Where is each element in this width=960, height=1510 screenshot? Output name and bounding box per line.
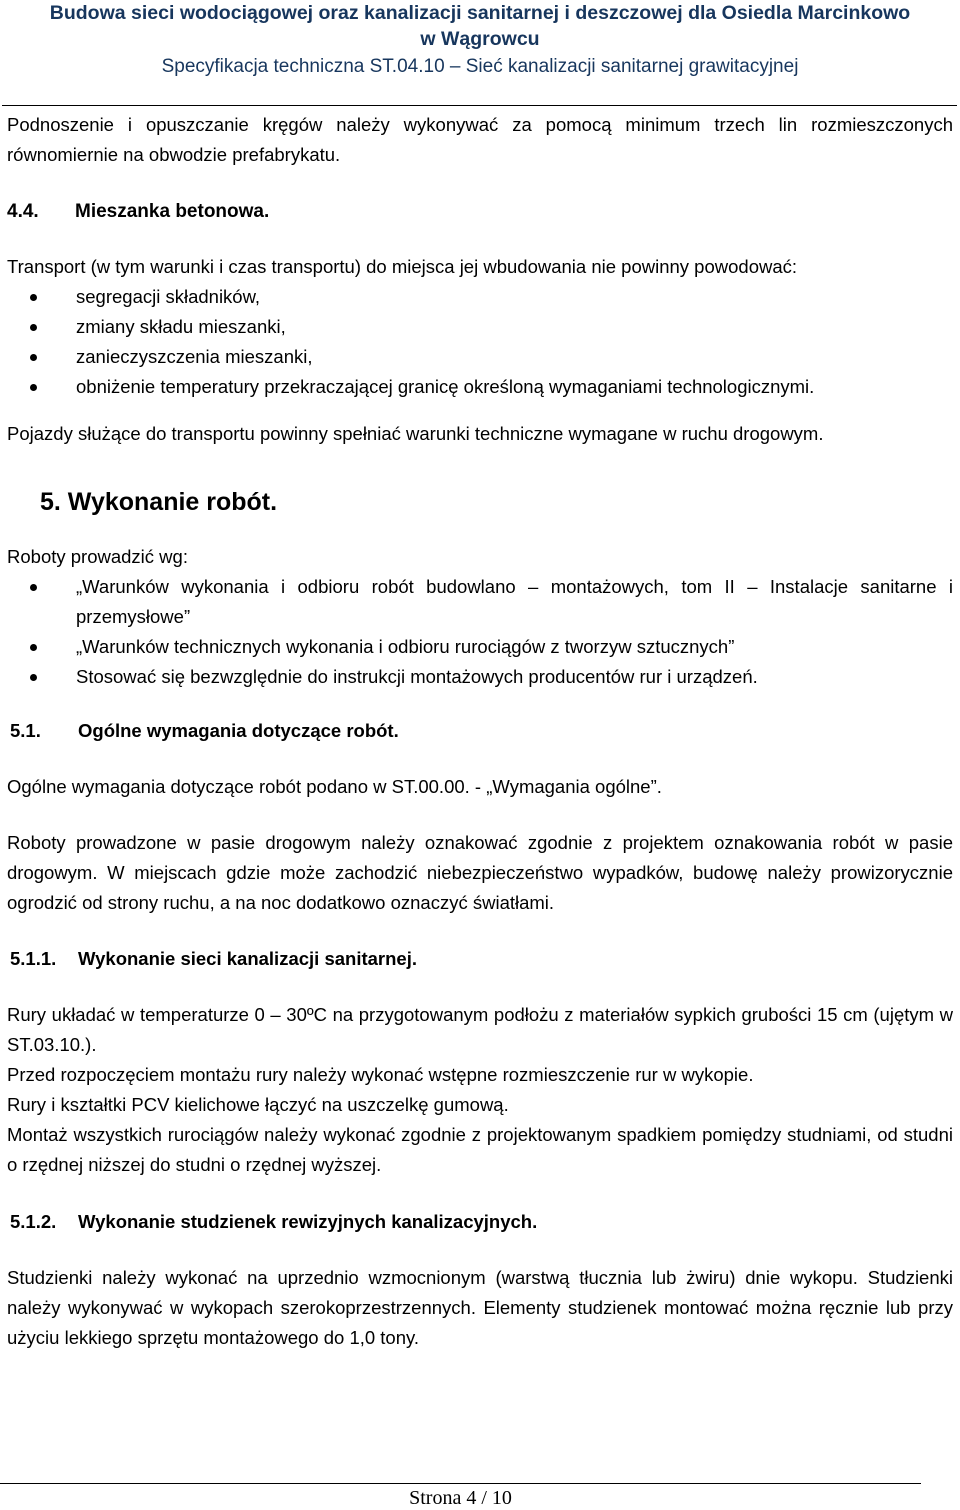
paragraph-pipes-1: Rury układać w temperaturze 0 – 30ºC na przygotowanym podłożu z materiałów sypkich grubości 15 cm (ujętym w ST.03.10.). (7, 1004, 953, 1055)
footer-divider (0, 1483, 921, 1484)
paragraph-general: Ogólne wymagania dotyczące robót podano w ST.00.00. - „Wymagania ogólne”. (7, 776, 662, 797)
section-title: Wykonanie studzienek rewizyjnych kanalizacyjnych. (78, 1211, 538, 1232)
header-title-line2: w Wągrowcu (420, 28, 540, 50)
list-item: „Warunków wykonania i odbioru robót budowlano – montażowych, tom II – Instalacje sanitarne i przemysłowe” (7, 572, 953, 632)
paragraph-lifting: Podnoszenie i opuszczanie kręgów należy wykonywać za pomocą minimum trzech lin rozmieszczonych równomiernie na obwodzie prefabrykatu. (7, 114, 953, 165)
paragraph-road: Roboty prowadzone w pasie drogowym należy oznakować zgodnie z projektem oznakowania robót w pasie drogowym. W miejscach gdzie może zachodzić niebezpieczeństwo wypadków, budowę należy prowizorycznie ogrodzić od strony ruchu, a na noc dodatkowo oznaczyć światłami. (7, 832, 953, 913)
section-title: Mieszanka betonowa. (75, 201, 270, 222)
list-item: „Warunków technicznych wykonania i odbioru rurociągów z tworzyw sztucznych” (7, 632, 953, 662)
list-item: segregacji składników, (7, 282, 953, 312)
list-item: zmiany składu mieszanki, (7, 312, 953, 342)
section-number: 5.1.1. (10, 948, 57, 969)
header-divider (2, 105, 957, 106)
list-item: Stosować się bezwzględnie do instrukcji montażowych producentów rur i urządzeń. (7, 662, 953, 692)
document-body (7, 110, 953, 1353)
paragraph-works-intro: Roboty prowadzić wg: (7, 546, 188, 567)
paragraph-pipes-4: Montaż wszystkich rurociągów należy wykonać zgodnie z projektowanym spadkiem pomiędzy studniami, od studni o rzędnej niższej do studni o rzędnej wyższej. (7, 1124, 953, 1175)
section-title: Ogólne wymagania dotyczące robót. (78, 720, 399, 741)
section-heading-4-4 (7, 197, 953, 227)
paragraph-wells: Studzienki należy wykonać na uprzednio wzmocnionym (warstwą tłucznia lub żwiru) dnie wykopu. Studzienki należy wykonywać w wykopach szerokoprzestrzennych. Elementy studzienek montować można ręcznie lub przy użyciu lekkiego sprzętu montażowego do 1,0 tony. (7, 1267, 953, 1348)
section-heading-5-1-2 (7, 1207, 953, 1237)
paragraph-pipes-3: Rury i kształtki PCV kielichowe łączyć na uszczelkę gumową. (7, 1094, 509, 1115)
works-list (7, 572, 953, 692)
list-item: obniżenie temperatury przekraczającej granicę określoną wymaganiami technologicznymi. (7, 372, 953, 402)
section-title: Wykonanie sieci kanalizacji sanitarnej. (78, 948, 417, 969)
header-title-line1: Budowa sieci wodociągowej oraz kanalizacji sanitarnej i deszczowej dla Osiedla Marcinkowo (49, 2, 911, 24)
section-number: 5.1. (10, 720, 41, 741)
section-number: 5.1.2. (10, 1211, 57, 1232)
header-spec-line: Specyfikacja techniczna ST.04.10 – Sieć kanalizacji sanitarnej grawitacyjnej (161, 56, 799, 77)
section-heading-5: 5. Wykonanie robót. (40, 488, 278, 516)
paragraph-vehicles: Pojazdy służące do transportu powinny spełniać warunki techniczne wymagane w ruchu drogowym. (7, 423, 824, 444)
section-heading-5-1-1 (7, 944, 953, 974)
page-number: Strona 4 / 10 (409, 1487, 512, 1509)
section-heading-5-1 (7, 716, 953, 746)
list-item: zanieczyszczenia mieszanki, (7, 342, 953, 372)
paragraph-transport: Transport (w tym warunki i czas transportu) do miejsca jej wbudowania nie powinny powodować: (7, 256, 798, 277)
paragraph-pipes-2: Przed rozpoczęciem montażu rury należy wykonać wstępne rozmieszczenie rur w wykopie. (7, 1064, 754, 1085)
transport-list (7, 282, 953, 402)
section-number: 4.4. (7, 201, 39, 222)
